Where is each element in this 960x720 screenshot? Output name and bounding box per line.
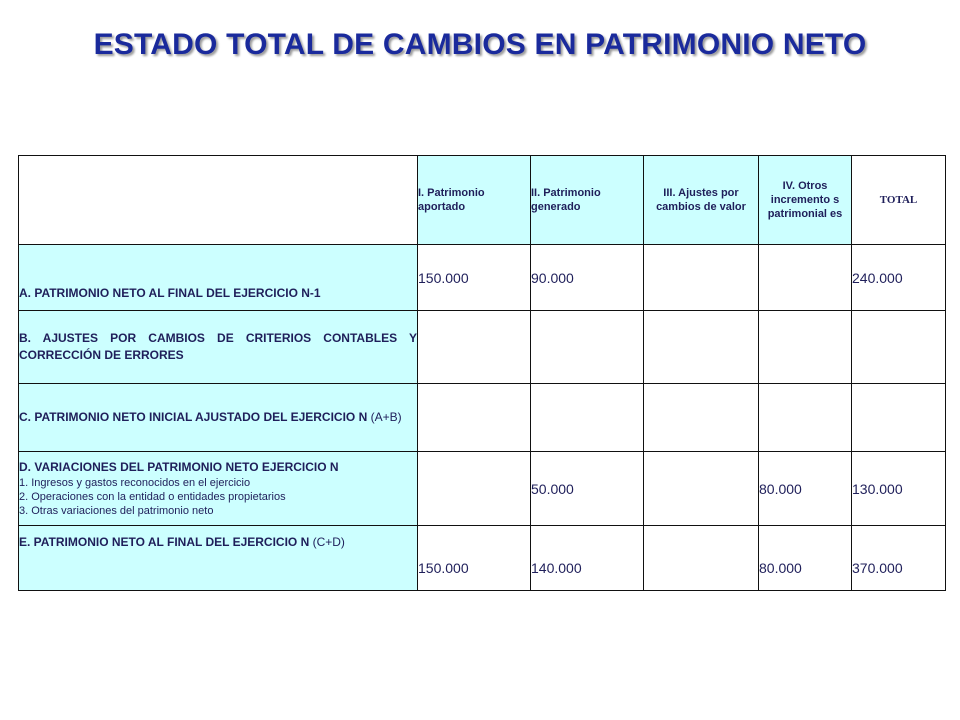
cell-e-otros-incrementos: 80.000 [759, 526, 852, 591]
row-label-e-text: E. PATRIMONIO NETO AL FINAL DEL EJERCICIO N [19, 535, 310, 549]
cell-a-patrimonio-aportado: 150.000 [418, 245, 531, 311]
header-row [19, 156, 946, 245]
cell-b-ajustes-valor [644, 311, 759, 384]
table-row-c [19, 384, 946, 452]
column-header-patrimonio-generado: II. Patrimonio generado [531, 156, 644, 245]
cell-a-patrimonio-generado: 90.000 [531, 245, 644, 311]
header-corner-cell [19, 156, 418, 245]
table-row-e [19, 526, 946, 591]
row-label-b [19, 311, 418, 384]
cell-c-patrimonio-aportado [418, 384, 531, 452]
cell-e-ajustes-valor [644, 526, 759, 591]
equity-changes-table [18, 155, 946, 591]
cell-e-patrimonio-aportado: 150.000 [418, 526, 531, 591]
cell-a-otros-incrementos [759, 245, 852, 311]
cell-e-patrimonio-generado: 140.000 [531, 526, 644, 591]
cell-e-total: 370.000 [852, 526, 946, 591]
cell-d-otros-incrementos: 80.000 [759, 452, 852, 526]
column-header-otros-incrementos: IV. Otros incremento s patrimonial es [759, 156, 852, 245]
row-label-c-formula: (A+B) [370, 410, 402, 424]
row-label-c-text: C. PATRIMONIO NETO INICIAL AJUSTADO DEL EJERCICIO N [19, 410, 368, 424]
row-label-d-text: D. VARIACIONES DEL PATRIMONIO NETO EJERCICIO N [19, 460, 339, 474]
page-title: ESTADO TOTAL DE CAMBIOS EN PATRIMONIO NETO [93, 28, 867, 61]
table-row-a [19, 245, 946, 311]
cell-b-otros-incrementos [759, 311, 852, 384]
cell-d-patrimonio-generado: 50.000 [531, 452, 644, 526]
row-label-a [19, 245, 418, 311]
cell-b-patrimonio-generado [531, 311, 644, 384]
row-label-d-item-3: 3. Otras variaciones del patrimonio neto [19, 505, 214, 517]
cell-a-ajustes-valor [644, 245, 759, 311]
table-row-d [19, 452, 946, 526]
cell-a-total: 240.000 [852, 245, 946, 311]
row-label-d-item-1: 1. Ingresos y gastos reconocidos en el ejercicio [19, 477, 251, 489]
column-header-total: TOTAL [852, 156, 946, 245]
column-header-patrimonio-aportado: I. Patrimonio aportado [418, 156, 531, 245]
cell-d-total: 130.000 [852, 452, 946, 526]
row-label-d [19, 452, 418, 526]
row-label-c [19, 384, 418, 452]
cell-c-ajustes-valor [644, 384, 759, 452]
column-header-ajustes-valor: III. Ajustes por cambios de valor [644, 156, 759, 245]
row-label-b-text: B. AJUSTES POR CAMBIOS DE CRITERIOS CONTABLES Y CORRECCIÓN DE ERRORES [19, 331, 417, 362]
table-row-b [19, 311, 946, 384]
cell-b-patrimonio-aportado [418, 311, 531, 384]
row-label-d-item-2: 2. Operaciones con la entidad o entidades propietarios [19, 491, 286, 503]
cell-c-patrimonio-generado [531, 384, 644, 452]
row-label-e-formula: (C+D) [312, 535, 345, 549]
cell-c-otros-incrementos [759, 384, 852, 452]
cell-d-patrimonio-aportado [418, 452, 531, 526]
cell-b-total [852, 311, 946, 384]
cell-c-total [852, 384, 946, 452]
row-label-e [19, 526, 418, 591]
cell-d-ajustes-valor [644, 452, 759, 526]
row-label-a-text: A. PATRIMONIO NETO AL FINAL DEL EJERCICIO N-1 [19, 286, 321, 300]
